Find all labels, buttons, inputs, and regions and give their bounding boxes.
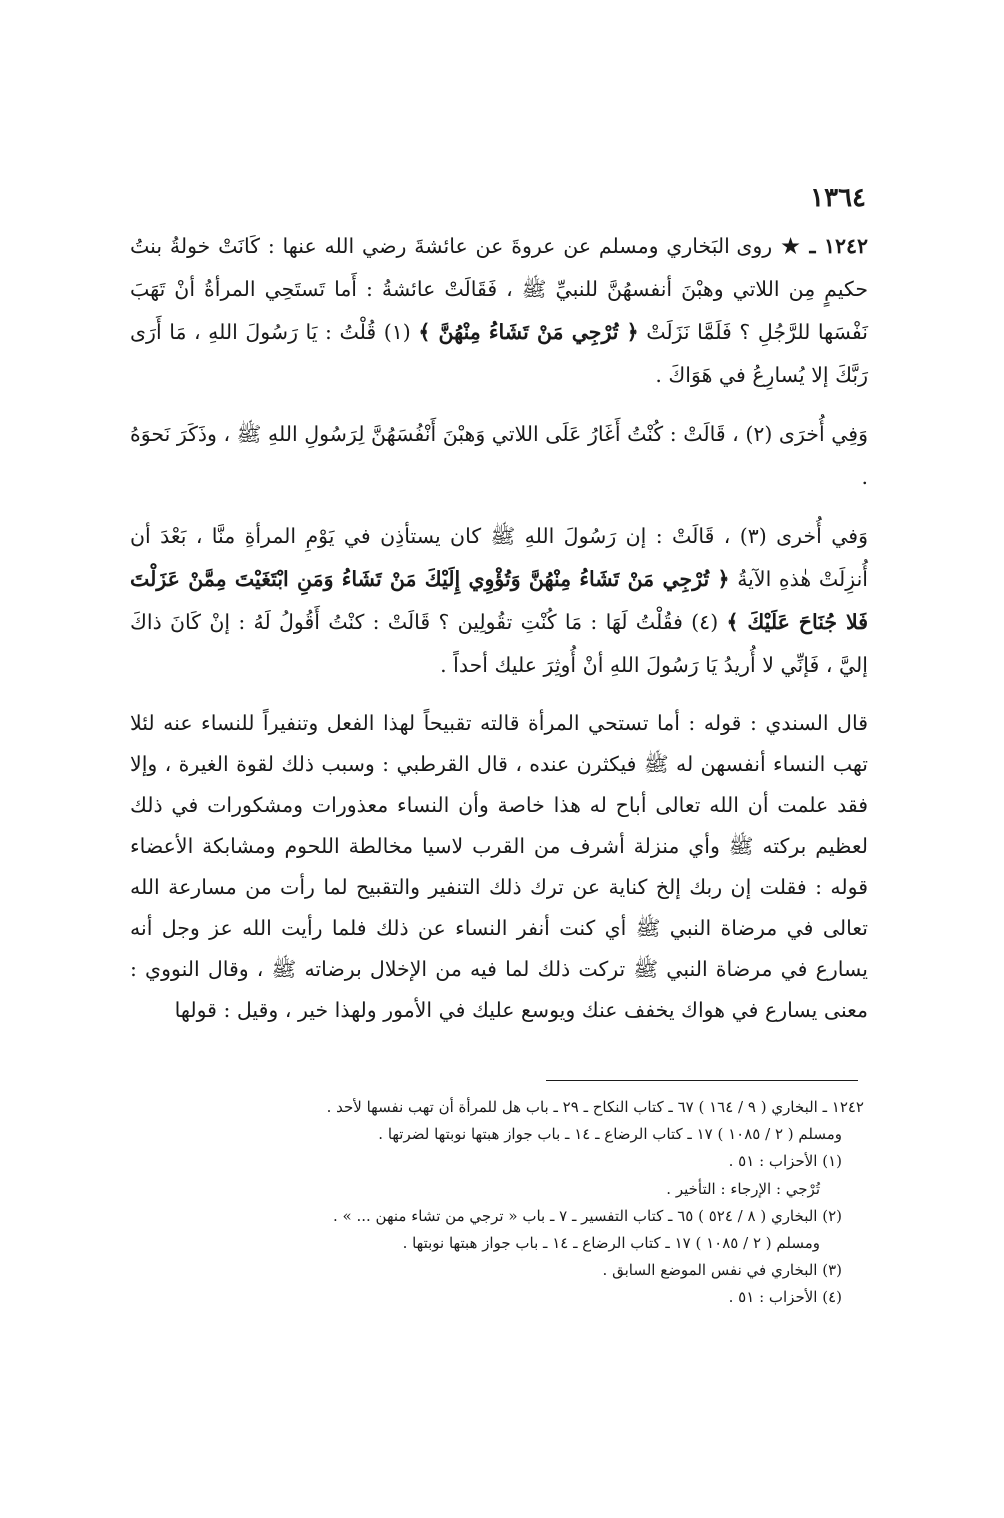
variant-paragraph-3: [130, 515, 868, 687]
variant-text: وَفِي أُخرَى (٢) ، قَالَتْ : كُنْتُ أَغَارُ عَلَى اللاتي وَهبْنَ أَنْفُسَهُنَّ لِرَسُولِ اللهِ ﷺ ، وذَكَرَ نَحوَهُ .: [130, 422, 869, 489]
hadith-number: ١٢٤٢ ـ ★: [780, 234, 868, 258]
variant-text: وَفي أُخرى (٣) ، قَالَتْ : إن رَسُولَ اللهِ ﷺ كان يستأذِن في يَوْمِ المرأةِ منَّا ، بَعْدَ أن أُنزِلَتْ هٰذهِ الآيةُ: [130, 524, 868, 591]
footnote-divider: [546, 1080, 858, 1081]
page-number: ١٣٦٤: [810, 183, 866, 213]
footnote-line: تُرْجي : الإرجاء : التأخير .: [666, 1179, 820, 1198]
footnote-line: (٤) الأحزاب : ٥١ .: [728, 1288, 842, 1307]
footnote-line: ومسلم ( ٢ / ١٠٨٥ ) ١٧ ـ كتاب الرضاع ـ ١٤ ـ باب جواز هبتها نوبتها .: [402, 1234, 820, 1253]
quran-verse: ﴿ تُرْجِي مَنْ تَشَاءُ مِنْهُنَّ ﴾: [418, 320, 639, 344]
variant-text-continued: (٤) فقُلْتُ لَهَا : مَا كُنْتِ تقُولِين ؟ قَالَتْ : كنْتُ أَقُولُ لَهُ : إنْ كَانَ ذاكَ إليَّ ، فَإنِّي لا أُريدُ يَا رَسُولَ اللهِ أنْ أُوثِرَ عليك أحداً .: [130, 610, 868, 677]
quran-verse: ﴿ تُرْجِي مَنْ تَشَاءُ مِنْهُنَّ وَتُؤْوِي إِلَيْكَ مَنْ تَشَاءُ وَمَنِ ابْتَغَيْتَ مِمَّنْ عَزَلْتَ فَلا جُنَاحَ عَلَيْكَ ﴾: [130, 567, 868, 634]
footnote-line: (٣) البخاري في نفس الموضع السابق .: [602, 1261, 842, 1280]
variant-paragraph-2: [130, 413, 868, 499]
footnote-line: (١) الأحزاب : ٥١ .: [728, 1152, 842, 1171]
hadith-text-continued: (١) قُلْتُ : يَا رَسُولَ اللهِ ، مَا أَرَى رَبَّكَ إلا يُسارِعُ في هَوَاكَ .: [130, 320, 868, 387]
footnote-line: (٢) البخاري ( ٨ / ٥٢٤ ) ٦٥ ـ كتاب التفسير ـ ٧ ـ باب « ترجي من تشاء منهن ... » .: [333, 1206, 842, 1225]
hadith-text: روى البَخاري ومسلم عن عروةَ عن عائشةَ رضي الله عنها : كَانَتْ خولةُ بنتُ حكيمٍ مِن اللاتي وهبْنَ أنفسهُنَّ للنبيِّ ﷺ ، فَقَالَتْ عائشةُ : أَما تَستَحِي المرأةُ أنْ تَهَبَ نَفْسَها للرَّجُلِ ؟ فَلَمَّا نَزَلَتْ: [130, 234, 868, 344]
main-text: [130, 225, 868, 1047]
commentary-text: قال السندي : قوله : أما تستحي المرأة قالته تقبيحاً لهذا الفعل وتنفيراً للنساء عنه لئلا تهب النساء أنفسهن له ﷺ فيكثرن عنده ، قال القرطبي : وسبب ذلك لقوة الغيرة ، وإلا فقد علمت أن الله تعالى أباح له هذا خاصة وأن النساء معذورات ومشكورات في ذلك لعظيم بركته ﷺ وأي منزلة أشرف من القرب لاسيا مخالطة اللحوم ومشابكة الأعضاء قوله : فقلت إن ربك إلخ كناية عن ترك ذلك التنفير والتقبيح لما رأت من مسارعة الله تعالى في مرضاة النبي ﷺ أي كنت أنفر النساء عن ذلك فلما رأيت الله عز وجل أنه يسارع في مرضاة النبي ﷺ تركت ذلك لما فيه من الإخلال برضاته ﷺ ، وقال النووي : معنى يسارع في هواك يخفف عنك ويوسع عليك في الأمور ولهذا خير ، وقيل : قولها: [130, 711, 868, 1022]
footnote-line: ١٢٤٢ ـ البخاري ( ٩ / ١٦٤ ) ٦٧ ـ كتاب النكاح ـ ٢٩ ـ باب هل للمرأة أن تهب نفسها لأحد .: [326, 1098, 864, 1116]
commentary-paragraph: [130, 703, 868, 1031]
footnotes: [144, 1094, 864, 1312]
hadith-paragraph: [130, 225, 868, 397]
footnote-line: ومسلم ( ٢ / ١٠٨٥ ) ١٧ ـ كتاب الرضاع ـ ١٤ ـ باب جواز هبتها نوبتها لضرتها .: [378, 1125, 842, 1144]
